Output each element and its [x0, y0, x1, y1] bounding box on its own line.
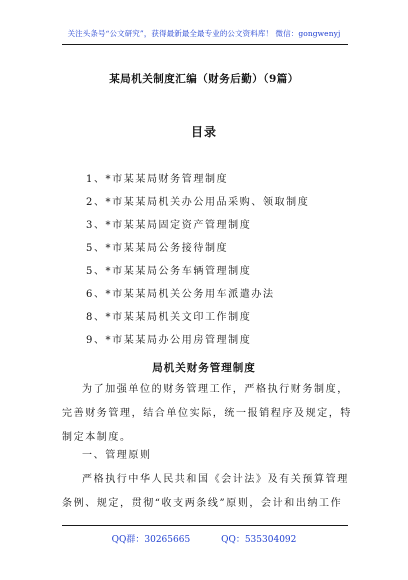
toc-item[interactable]: 6、*市某某局机关公务用车派遣办法 — [86, 289, 275, 300]
toc-item[interactable]: 5、*市某某局公务接待制度 — [86, 243, 229, 254]
paragraph-line: 制定本制度。 — [62, 432, 132, 443]
document-title: 某局机关制度汇编（财务后勤）（9篇） — [109, 73, 299, 85]
toc-item[interactable]: 9、*市某某局办公用房管理制度 — [86, 335, 252, 346]
section-title: 局机关财务管理制度 — [152, 362, 256, 374]
paragraph-line: 条例、规定，贯彻“收支两条线”原则，会计和出纳工作 — [62, 498, 343, 509]
header-divider — [62, 44, 348, 45]
toc-item[interactable]: 2、*市某某局机关办公用品采购、领取制度 — [86, 197, 310, 208]
footer — [0, 532, 408, 545]
toc-item[interactable]: 1、*市某某局财务管理制度 — [86, 174, 229, 185]
paragraph-line: 完善财务管理，结合单位实际，统一报销程序及规定，特 — [62, 408, 352, 419]
paragraph-line: 严格执行中华人民共和国《会计法》及有关预算管理 — [82, 474, 349, 485]
paragraph-line: 为了加强单位的财务管理工作，严格执行财务制度， — [82, 384, 349, 395]
toc-item[interactable]: 3、*市某某局固定资产管理制度 — [86, 220, 252, 231]
paragraph-principles — [62, 468, 352, 516]
toc-heading: 目录 — [190, 125, 217, 139]
header-note: 关注头条号“公文研究”，获得最新最全最专业的公文资料库！ 微信：gongwenyj — [67, 29, 341, 38]
footer-divider — [62, 525, 348, 526]
paragraph-line: 一、管理原则 — [82, 450, 152, 461]
table-of-contents — [86, 168, 309, 352]
subheading-principles — [62, 444, 352, 468]
toc-item[interactable]: 8、*市某某局机关文印工作制度 — [86, 312, 252, 323]
footer-qq-group: QQ群：30265665 — [111, 535, 191, 545]
paragraph-intro — [62, 378, 352, 450]
footer-qq: QQ：535304092 — [221, 535, 297, 545]
toc-item[interactable]: 5、*市某某局公务车辆管理制度 — [86, 266, 252, 277]
